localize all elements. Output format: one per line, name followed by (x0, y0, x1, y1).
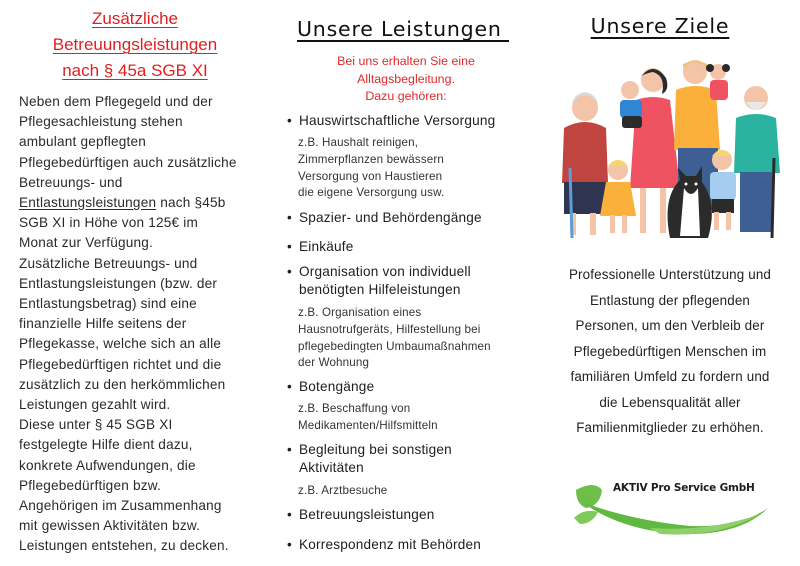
example-line: pflegebedingten Umbaumaßnahmen (298, 339, 491, 353)
leistungen-intro (275, 53, 537, 106)
bullet-icon: • (287, 507, 292, 522)
label-line: Spazier- und Behördengänge (299, 210, 482, 225)
body-line: konkrete Aufwendungen, die (19, 457, 196, 473)
service-item-begleitung (287, 441, 539, 476)
body-line: mit gewissen Aktivitäten bzw. (19, 518, 201, 534)
service-label (299, 238, 539, 256)
service-label (299, 536, 539, 554)
service-label (299, 506, 539, 524)
title-line: Zusätzliche (92, 9, 178, 28)
goals-text (540, 262, 800, 441)
example-line: z.B. Arztbesuche (298, 484, 388, 497)
intro-line: Dazu gehören: (365, 89, 447, 103)
body-line-rest: nach §45b (156, 195, 226, 211)
body-line: Betreuungs- und (19, 174, 123, 190)
label-line: benötigten Hilfeleistungen (299, 281, 461, 297)
intro-line: Bei uns erhalten Sie eine (337, 54, 475, 68)
body-line: Angehörigen im Zusammenhang (19, 498, 222, 514)
body-line: Zusätzliche Betreuungs- und (19, 255, 198, 271)
service-item-hauswirtschaft (287, 112, 539, 130)
goal-line: Pflegebedürftigen Menschen im (573, 343, 767, 359)
body-line: Leistungen gezahlt wird. (19, 397, 171, 413)
right-column (540, 0, 800, 566)
service-item-korrespondenz (287, 536, 539, 554)
service-label (299, 209, 539, 227)
body-line: Diese unter § 45 SGB XI (19, 417, 173, 433)
service-example-begleitung (298, 483, 543, 500)
body-line: ambulant gepflegten (19, 134, 146, 150)
body-line: Neben dem Pflegegeld und der (19, 94, 213, 109)
service-example-organisation (298, 305, 543, 372)
bullet-icon: • (287, 210, 292, 225)
section-title-betreuungsleistungen (0, 6, 270, 84)
body-line: SGB XI in Höhe von 125€ im (19, 215, 198, 231)
service-item-botengaenge (287, 378, 539, 396)
bullet-icon: • (287, 113, 292, 128)
label-line: Korrespondenz mit Behörden (299, 537, 482, 552)
body-line: Pflegebedürftigen auch zusätzliche (19, 154, 237, 170)
entlastungsleistungen-link[interactable]: Entlastungsleistungen (19, 195, 157, 211)
bullet-icon: • (287, 264, 292, 279)
service-label (299, 263, 539, 298)
intro-line: Alltagsbegleitung. (357, 71, 455, 86)
example-line: Zimmerpflanzen bewässern (298, 152, 445, 166)
body-line: Pflegebedürftigen bzw. (19, 477, 161, 493)
example-line: Versorgung von Haustieren (298, 169, 443, 183)
example-line: z.B. Organisation eines (298, 306, 422, 319)
label-line: Betreuungsleistungen (299, 507, 435, 522)
label-line: Begleitung bei sonstigen (299, 442, 452, 457)
service-item-betreuungsleistungen (287, 506, 539, 524)
body-line: Leistungen entstehen, zu decken. (19, 538, 229, 554)
example-line: die eigene Versorgung usw. (298, 186, 445, 200)
left-column (0, 0, 270, 566)
example-line: z.B. Haushalt reinigen, (298, 136, 419, 149)
example-line: der Wohnung (298, 356, 370, 370)
body-line: finanzielle Hilfe seitens der (19, 316, 187, 332)
bullet-icon: • (287, 239, 292, 254)
body-line: Monat zur Verfügung. (19, 235, 153, 251)
service-label (299, 441, 539, 476)
label-line: Aktivitäten (299, 459, 364, 475)
body-line: Pflegesachleistung stehen (19, 114, 183, 130)
title-line: nach § 45a SGB XI (62, 61, 208, 80)
betreuungsleistungen-description (19, 92, 267, 557)
label-line: Organisation von individuell (299, 264, 471, 279)
service-label (299, 378, 539, 396)
label-line: Botengänge (299, 379, 375, 394)
title-line: Betreuungsleistungen (52, 35, 218, 54)
goal-line: Familienmitglieder zu erhöhen. (576, 420, 764, 435)
service-item-organisation (287, 263, 539, 298)
body-line: zusätzlich zu den herkömmlichen (19, 376, 226, 392)
body-line: Entlastungsbetrag) sind eine (19, 296, 197, 312)
goal-line: die Lebensqualität aller (599, 394, 741, 410)
body-line: Pflegebedürftigen richtet und die (19, 356, 222, 372)
label-line: Einkäufe (299, 239, 354, 254)
label-line: Hauswirtschaftliche Versorgung (299, 113, 496, 128)
example-line: Medikamenten/Hilfsmitteln (298, 418, 438, 432)
service-item-einkaeufe (287, 238, 539, 256)
goal-line: Personen, um den Verbleib der (575, 318, 765, 333)
company-name: AKTIV Pro Service GmbH (613, 482, 755, 494)
body-line: Entlastungsleistungen (bzw. der (19, 275, 218, 291)
body-line: festgelegte Hilfe dient dazu, (19, 437, 193, 453)
example-line: z.B. Beschaffung von (298, 402, 411, 415)
body-line (19, 193, 267, 213)
service-example-botengaenge (298, 401, 543, 435)
service-label (299, 112, 539, 130)
company-logo (570, 476, 770, 538)
service-example-hauswirtschaft (298, 135, 543, 202)
example-line: Hausnotrufgeräts, Hilfestellung bei (298, 322, 481, 336)
bullet-icon: • (287, 379, 292, 394)
middle-column (275, 0, 537, 566)
goal-line: Professionelle Unterstützung und (568, 267, 772, 282)
bullet-icon: • (287, 537, 292, 552)
section-title-leistungen: Unsere Leistungen (296, 17, 509, 41)
goal-line: Entlastung der pflegenden (589, 292, 751, 308)
section-title-ziele: Unsere Ziele (590, 14, 730, 38)
bullet-icon: • (287, 442, 292, 457)
family-illustration (550, 58, 790, 242)
body-line: Pflegekasse, welche sich an alle (19, 336, 222, 352)
goal-line: familiären Umfeld zu fordern und (570, 369, 770, 384)
service-item-spaziergaenge (287, 209, 539, 227)
